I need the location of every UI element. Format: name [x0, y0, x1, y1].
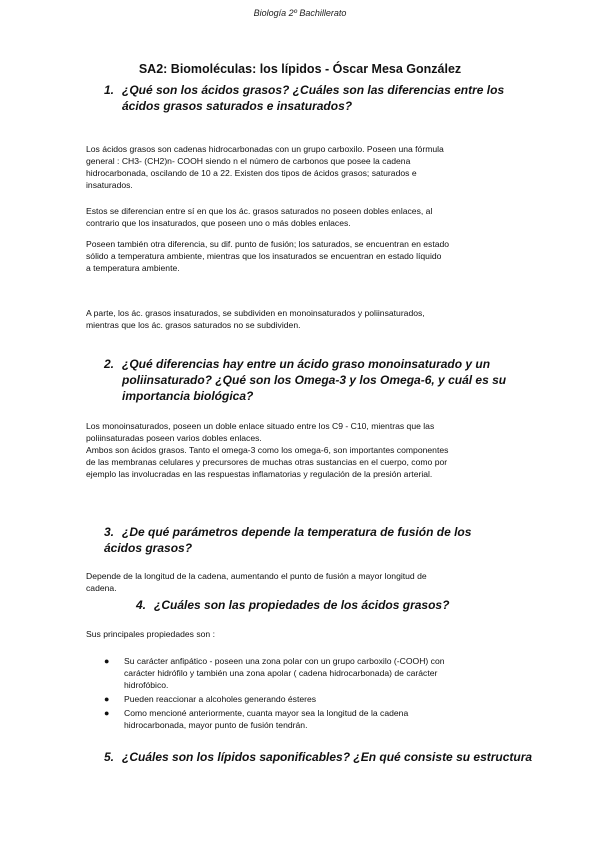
list-item-line: Pueden reaccionar a alcoholes generando ésteres [124, 694, 317, 704]
paragraph-line: contrario que los insaturados, que poseen uno o más dobles enlaces. [86, 218, 351, 228]
question-3 [104, 524, 471, 556]
paragraph-3 [86, 238, 516, 274]
paragraph-line: ejemplo las involucradas en las respuestas inflamatorias y regulación de la presión arterial. [86, 469, 433, 479]
list-item-line: carácter hidrófilo y también una zona apolar ( cadena hidrocarbonada) de carácter [124, 668, 438, 678]
paragraph-line: A parte, los ác. grasos insaturados, se subdividen en monoinsaturados y poliinsaturados, [86, 308, 425, 318]
paragraph-line: de las membranas celulares y precursores de muchas otras sustancias en el cuerpo, como por [86, 457, 448, 467]
paragraph-line: poliinsaturadas poseen varios dobles enlaces. [86, 433, 262, 443]
list-item [86, 693, 516, 705]
properties-list [86, 655, 516, 733]
question-5-line-1: ¿Cuáles son los lípidos saponificables? ¿En qué consiste su estructura [122, 750, 533, 764]
question-4-line-1: ¿Cuáles son las propiedades de los ácidos grasos? [154, 598, 450, 612]
question-5 [104, 749, 532, 765]
question-3-line-1: ¿De qué parámetros depende la temperatura de fusión de los [122, 525, 472, 539]
page-header: Biología 2º Bachillerato [253, 8, 347, 18]
paragraph-line: cadena. [86, 583, 117, 593]
bullet-icon: ● [104, 708, 110, 718]
question-1-line-2: ácidos grasos saturados e insaturados? [122, 99, 353, 113]
question-3-line-2: ácidos grasos? [104, 541, 193, 555]
paragraph-5 [86, 420, 516, 480]
question-4-number: 4. [136, 598, 147, 612]
question-2-number: 2. [104, 357, 115, 371]
paragraph-line: sólido a temperatura ambiente, mientras que los insaturados se encuentran en estado líquido [86, 251, 442, 261]
list-item-line: hidrofóbico. [124, 680, 169, 690]
question-5-number: 5. [104, 750, 115, 764]
paragraph-line: mientras que los ác. grasos saturados no se subdividen. [86, 320, 301, 330]
question-2-line-1: ¿Qué diferencias hay entre un ácido graso monoinsaturado y un [122, 357, 491, 371]
paragraph-7 [86, 628, 516, 640]
question-1-number: 1. [104, 83, 115, 97]
paragraph-6 [86, 570, 516, 594]
question-4 [136, 597, 449, 613]
paragraph-line: general : CH3- (CH2)n- COOH siendo n el número de carbonos que posee la cadena [86, 156, 411, 166]
list-item [86, 655, 516, 691]
list-item-line: hidrocarbonada, mayor punto de fusión tendrán. [124, 720, 308, 730]
question-2-line-2: poliinsaturado? ¿Qué son los Omega-3 y los Omega-6, y cuál es su [122, 373, 507, 387]
question-3-number: 3. [104, 525, 115, 539]
paragraph-line: hidrocarbonada, oscilando de 10 a 22. Existen dos tipos de ácidos grasos; saturados e [86, 168, 417, 178]
paragraph-line: insaturados. [86, 180, 133, 190]
paragraph-line: a temperatura ambiente. [86, 263, 180, 273]
paragraph-line: Sus principales propiedades son : [86, 629, 215, 639]
bullet-icon: ● [104, 656, 110, 666]
paragraph-1 [86, 143, 516, 191]
question-1 [104, 82, 504, 114]
paragraph-line: Estos se diferencian entre sí en que los ác. grasos saturados no poseen dobles enlaces, al [86, 206, 433, 216]
paragraph-line: Ambos son ácidos grasos. Tanto el omega-3 como los omega-6, son importantes componentes [86, 445, 449, 455]
document-title: SA2: Biomoléculas: los lípidos - Óscar Mesa González [138, 62, 462, 76]
paragraph-4 [86, 307, 516, 331]
question-1-line-1: ¿Qué son los ácidos grasos? ¿Cuáles son las diferencias entre los [122, 83, 505, 97]
question-2-line-3: importancia biológica? [122, 389, 254, 403]
paragraph-2 [86, 205, 516, 229]
list-item [86, 707, 516, 731]
list-item-line: Como mencioné anteriormente, cuanta mayor sea la longitud de la cadena [124, 708, 409, 718]
question-2 [104, 356, 506, 404]
bullet-icon: ● [104, 694, 110, 704]
paragraph-line: Poseen también otra diferencia, su dif. punto de fusión; los saturados, se encuentran en estado [86, 239, 450, 249]
paragraph-line: Depende de la longitud de la cadena, aumentando el punto de fusión a mayor longitud de [86, 571, 427, 581]
paragraph-line: Los ácidos grasos son cadenas hidrocarbonadas con un grupo carboxilo. Poseen una fórmula [86, 144, 444, 154]
paragraph-line: Los monoinsaturados, poseen un doble enlace situado entre los C9 - C10, mientras que las [86, 421, 435, 431]
list-item-line: Su carácter anfipático - poseen una zona polar con un grupo carboxilo (-COOH) con [124, 656, 445, 666]
